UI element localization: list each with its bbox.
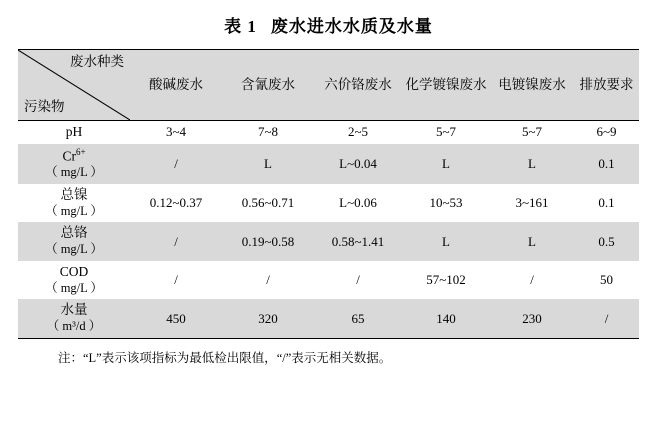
row-label-cod (18, 261, 130, 300)
row-label-total-chromium-unit: （ mg/L ） (45, 242, 103, 257)
header-corner-bottom-label: 污染物 (24, 99, 65, 115)
row-label-total-nickel (18, 184, 130, 223)
table-row (18, 184, 639, 223)
row-label-water-volume-unit: （ m³/d ） (46, 319, 102, 334)
row-label-water-volume-text: 水量 (60, 302, 88, 318)
cell-water-volume-electroless-nickel: 140 (402, 299, 490, 338)
cell-cr6-discharge: 0.1 (574, 144, 639, 184)
table-row (18, 222, 639, 261)
cell-ph-cyanide: 7~8 (222, 121, 314, 144)
cell-water-volume-discharge: / (574, 299, 639, 338)
row-label-cr6-sup: 6+ (75, 146, 86, 157)
cell-ph-acid-alkali: 3~4 (130, 121, 222, 144)
cell-water-volume-acid-alkali: 450 (130, 299, 222, 338)
row-label-total-chromium (18, 222, 130, 261)
table-header-row (18, 50, 639, 121)
table-title (18, 0, 639, 49)
cell-ph-electroless-nickel: 5~7 (402, 121, 490, 144)
cell-ph-hexavalent-chromium: 2~5 (314, 121, 402, 144)
cell-total-chromium-electroless-nickel: L (402, 222, 490, 261)
wastewater-quality-table (18, 49, 639, 339)
cell-cod-nickel-plating: / (490, 261, 574, 300)
table-row (18, 121, 639, 144)
table-row (18, 299, 639, 338)
cell-total-nickel-acid-alkali: 0.12~0.37 (130, 184, 222, 223)
cell-cod-electroless-nickel: 57~102 (402, 261, 490, 300)
column-header-acid-alkali: 酸碱废水 (130, 50, 222, 121)
cell-cr6-acid-alkali: / (130, 144, 222, 184)
row-label-cr6-unit: （ mg/L ） (45, 165, 103, 180)
cell-cr6-cyanide: L (222, 144, 314, 184)
column-header-electroless-nickel: 化学镀镍废水 (402, 50, 490, 121)
cell-ph-discharge: 6~9 (574, 121, 639, 144)
column-header-hexavalent-chromium: 六价铬废水 (314, 50, 402, 121)
cell-cod-hexavalent-chromium: / (314, 261, 402, 300)
cell-cr6-hexavalent-chromium: L~0.04 (314, 144, 402, 184)
cell-total-chromium-cyanide: 0.19~0.58 (222, 222, 314, 261)
row-label-cr6 (18, 144, 130, 184)
cell-total-nickel-hexavalent-chromium: L~0.06 (314, 184, 402, 223)
cell-water-volume-nickel-plating: 230 (490, 299, 574, 338)
column-header-cyanide: 含氰废水 (222, 50, 314, 121)
cell-total-nickel-electroless-nickel: 10~53 (402, 184, 490, 223)
row-label-cod-text: COD (59, 263, 89, 279)
row-label-total-nickel-unit: （ mg/L ） (45, 203, 103, 218)
cell-ph-nickel-plating: 5~7 (490, 121, 574, 144)
cell-cod-discharge: 50 (574, 261, 639, 300)
table-row (18, 261, 639, 300)
cell-total-chromium-nickel-plating: L (490, 222, 574, 261)
row-label-water-volume (18, 299, 130, 338)
table-row (18, 144, 639, 184)
cell-total-chromium-acid-alkali: / (130, 222, 222, 261)
table-title-text: 废水进水水质及水量 (270, 17, 433, 36)
cell-total-chromium-discharge: 0.5 (574, 222, 639, 261)
cell-total-nickel-discharge: 0.1 (574, 184, 639, 223)
cell-total-nickel-cyanide: 0.56~0.71 (222, 184, 314, 223)
column-header-nickel-plating: 电镀镍废水 (490, 50, 574, 121)
cell-cod-cyanide: / (222, 261, 314, 300)
cell-cod-acid-alkali: / (130, 261, 222, 300)
cell-water-volume-hexavalent-chromium: 65 (314, 299, 402, 338)
cell-cr6-nickel-plating: L (490, 144, 574, 184)
table-note: 注：“L”表示该项指标为最低检出限值，“/”表示无相关数据。 (58, 350, 392, 365)
cell-total-chromium-hexavalent-chromium: 0.58~1.41 (314, 222, 402, 261)
row-label-ph: pH (18, 121, 130, 144)
row-label-cod-unit: （ mg/L ） (45, 280, 103, 295)
row-label-total-chromium-text: 总铬 (60, 225, 88, 241)
header-corner-cell (18, 50, 130, 121)
row-label-total-nickel-text: 总镍 (60, 186, 88, 202)
row-label-cr6-text: Cr (62, 148, 76, 164)
cell-total-nickel-nickel-plating: 3~161 (490, 184, 574, 223)
column-header-discharge-requirement: 排放要求 (574, 50, 639, 121)
cell-cr6-electroless-nickel: L (402, 144, 490, 184)
table-number: 表 1 (224, 17, 257, 36)
header-corner-top-label: 废水种类 (70, 54, 124, 69)
cell-water-volume-cyanide: 320 (222, 299, 314, 338)
